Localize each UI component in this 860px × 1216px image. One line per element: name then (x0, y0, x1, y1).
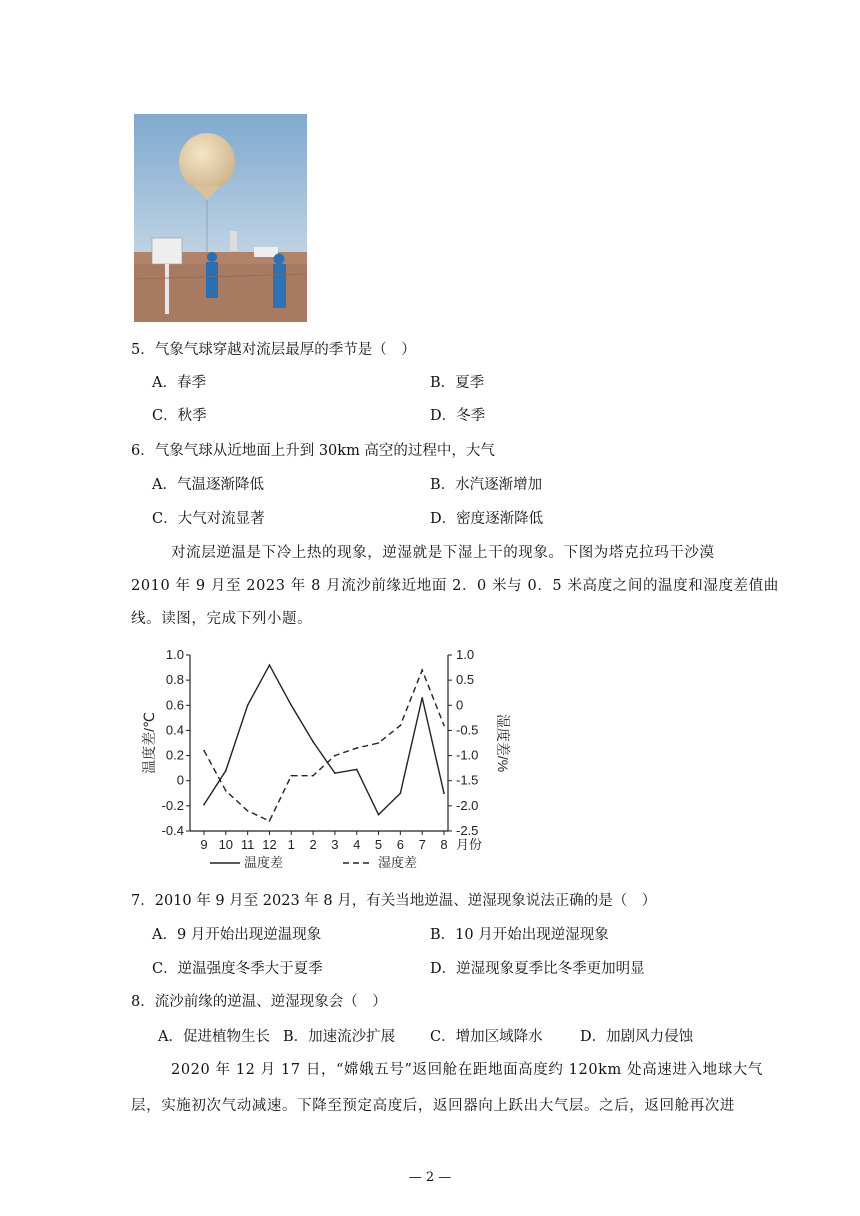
data-point (421, 697, 423, 699)
data-point (378, 814, 380, 816)
right-tick-label: -0.5 (456, 722, 479, 738)
legend-label-humidity: 湿度差 (378, 855, 418, 870)
left-axis-title: 温度差/℃ (141, 712, 157, 774)
question-5-stem: 5．气象气球穿越对流层最厚的季节是（ ） (131, 342, 416, 358)
data-point (312, 775, 314, 777)
legend-label-temperature: 温度差 (244, 855, 284, 870)
question-5-option-c: C．秋季 (152, 408, 207, 424)
data-point (247, 810, 249, 812)
question-6-option-d: D．密度逐渐降低 (430, 511, 544, 527)
question-6-stem: 6．气象气球从近地面上升到 30km 高空的过程中，大气 (131, 443, 495, 459)
chart-svg (140, 642, 511, 872)
data-point (225, 770, 227, 772)
question-6-option-c: C．大气对流显著 (152, 511, 265, 527)
data-point (334, 755, 336, 757)
right-tick-label: -1.5 (456, 772, 479, 788)
question-6-option-a: A．气温逐渐降低 (152, 477, 264, 493)
data-point (356, 769, 358, 771)
right-axis-title: 湿度差/% (495, 713, 511, 773)
data-point (290, 775, 292, 777)
x-tick-label: 5 (374, 837, 383, 852)
data-point (225, 790, 227, 792)
x-tick-label: 10 (218, 837, 234, 852)
question-8-option-d: D．加剧风力侵蚀 (580, 1029, 694, 1045)
temperature-humidity-chart (140, 642, 511, 876)
x-tick-label: 9 (200, 837, 208, 852)
question-5-option-b: B．夏季 (430, 375, 485, 391)
data-point (290, 704, 292, 706)
left-tick-label: 0.6 (165, 697, 184, 713)
right-tick-label: -1.0 (456, 747, 479, 763)
left-tick-label: 0.2 (165, 747, 184, 763)
right-tick-label: 1.0 (456, 647, 475, 662)
x-tick-label: 8 (440, 837, 448, 852)
data-point (269, 664, 271, 666)
left-tick-label: 0.4 (165, 722, 184, 738)
right-tick-label: -2.5 (456, 823, 479, 838)
data-point (400, 725, 402, 727)
question-7-option-b: B．10 月开始出现逆湿现象 (430, 927, 609, 943)
data-point (269, 820, 271, 822)
weather-balloon-photo (134, 114, 307, 322)
left-tick-label: 0.8 (165, 672, 184, 688)
question-7-option-a: A．9 月开始出现逆温现象 (152, 927, 322, 943)
x-unit-label: 月份 (456, 837, 483, 852)
passage-2-line-1: 2020 年 12 月 17 日，“嫦娥五号”返回舱在距地面高度约 120km 处高速进入地球大气 (171, 1062, 764, 1078)
x-tick-label: 3 (331, 837, 339, 852)
question-7-option-c: C．逆温强度冬季大于夏季 (152, 961, 323, 977)
question-8-option-b: B．加速流沙扩展 (283, 1029, 396, 1045)
question-7-stem: 7．2010 年 9 月至 2023 年 8 月，有关当地逆温、逆湿现象说法正确的是（ ） (131, 893, 657, 909)
data-point (443, 725, 445, 727)
right-tick-label: -2.0 (456, 797, 479, 813)
question-8-stem: 8．流沙前缘的逆温、逆湿现象会（ ） (131, 994, 387, 1010)
question-8-option-a: A．促进植物生长 (158, 1029, 270, 1045)
x-tick-label: 4 (353, 837, 361, 852)
data-point (203, 750, 205, 752)
x-tick-label: 2 (309, 837, 317, 852)
right-tick-label: 0 (456, 697, 464, 713)
x-tick-label: 6 (396, 837, 404, 852)
left-tick-label: 0 (176, 772, 184, 788)
data-point (378, 742, 380, 744)
page-number: — 2 — (408, 1170, 452, 1185)
left-tick-label: -0.4 (161, 823, 184, 838)
left-tick-label: -0.2 (161, 797, 184, 813)
question-8-option-c: C．增加区域降水 (430, 1029, 543, 1045)
data-point (443, 792, 445, 794)
x-tick-label: 12 (262, 837, 277, 852)
question-6-option-b: B．水汽逐渐增加 (430, 477, 543, 493)
data-point (334, 772, 336, 774)
data-point (203, 804, 205, 806)
passage-2-line-2: 层，实施初次气动减速。下降至预定高度后，返回器向上跃出大气层。之后，返回舱再次进 (131, 1098, 735, 1114)
data-point (400, 792, 402, 794)
question-5-option-a: A．春季 (152, 375, 206, 391)
data-point (312, 741, 314, 743)
data-point (247, 704, 249, 706)
question-5-option-d: D．冬季 (430, 408, 486, 424)
data-point (421, 669, 423, 671)
x-tick-label: 1 (287, 837, 295, 852)
data-point (356, 747, 358, 749)
x-tick-label: 11 (240, 837, 255, 852)
passage-1-line-3: 线。读图，完成下列小题。 (131, 611, 313, 627)
series-line-humidity (204, 670, 444, 821)
passage-1-line-1: 对流层逆温是下冷上热的现象，逆湿就是下湿上干的现象。下图为塔克拉玛干沙漠 (171, 545, 715, 561)
question-7-option-d: D．逆湿现象夏季比冬季更加明显 (430, 961, 645, 977)
series-line-temperature (204, 665, 444, 815)
x-tick-label: 7 (418, 837, 426, 852)
passage-1-line-2: 2010 年 9 月至 2023 年 8 月流沙前缘近地面 2．0 米与 0．5 米高度之间的温度和湿度差值曲 (131, 578, 779, 594)
left-tick-label: 1.0 (165, 647, 184, 662)
right-tick-label: 0.5 (456, 672, 475, 688)
